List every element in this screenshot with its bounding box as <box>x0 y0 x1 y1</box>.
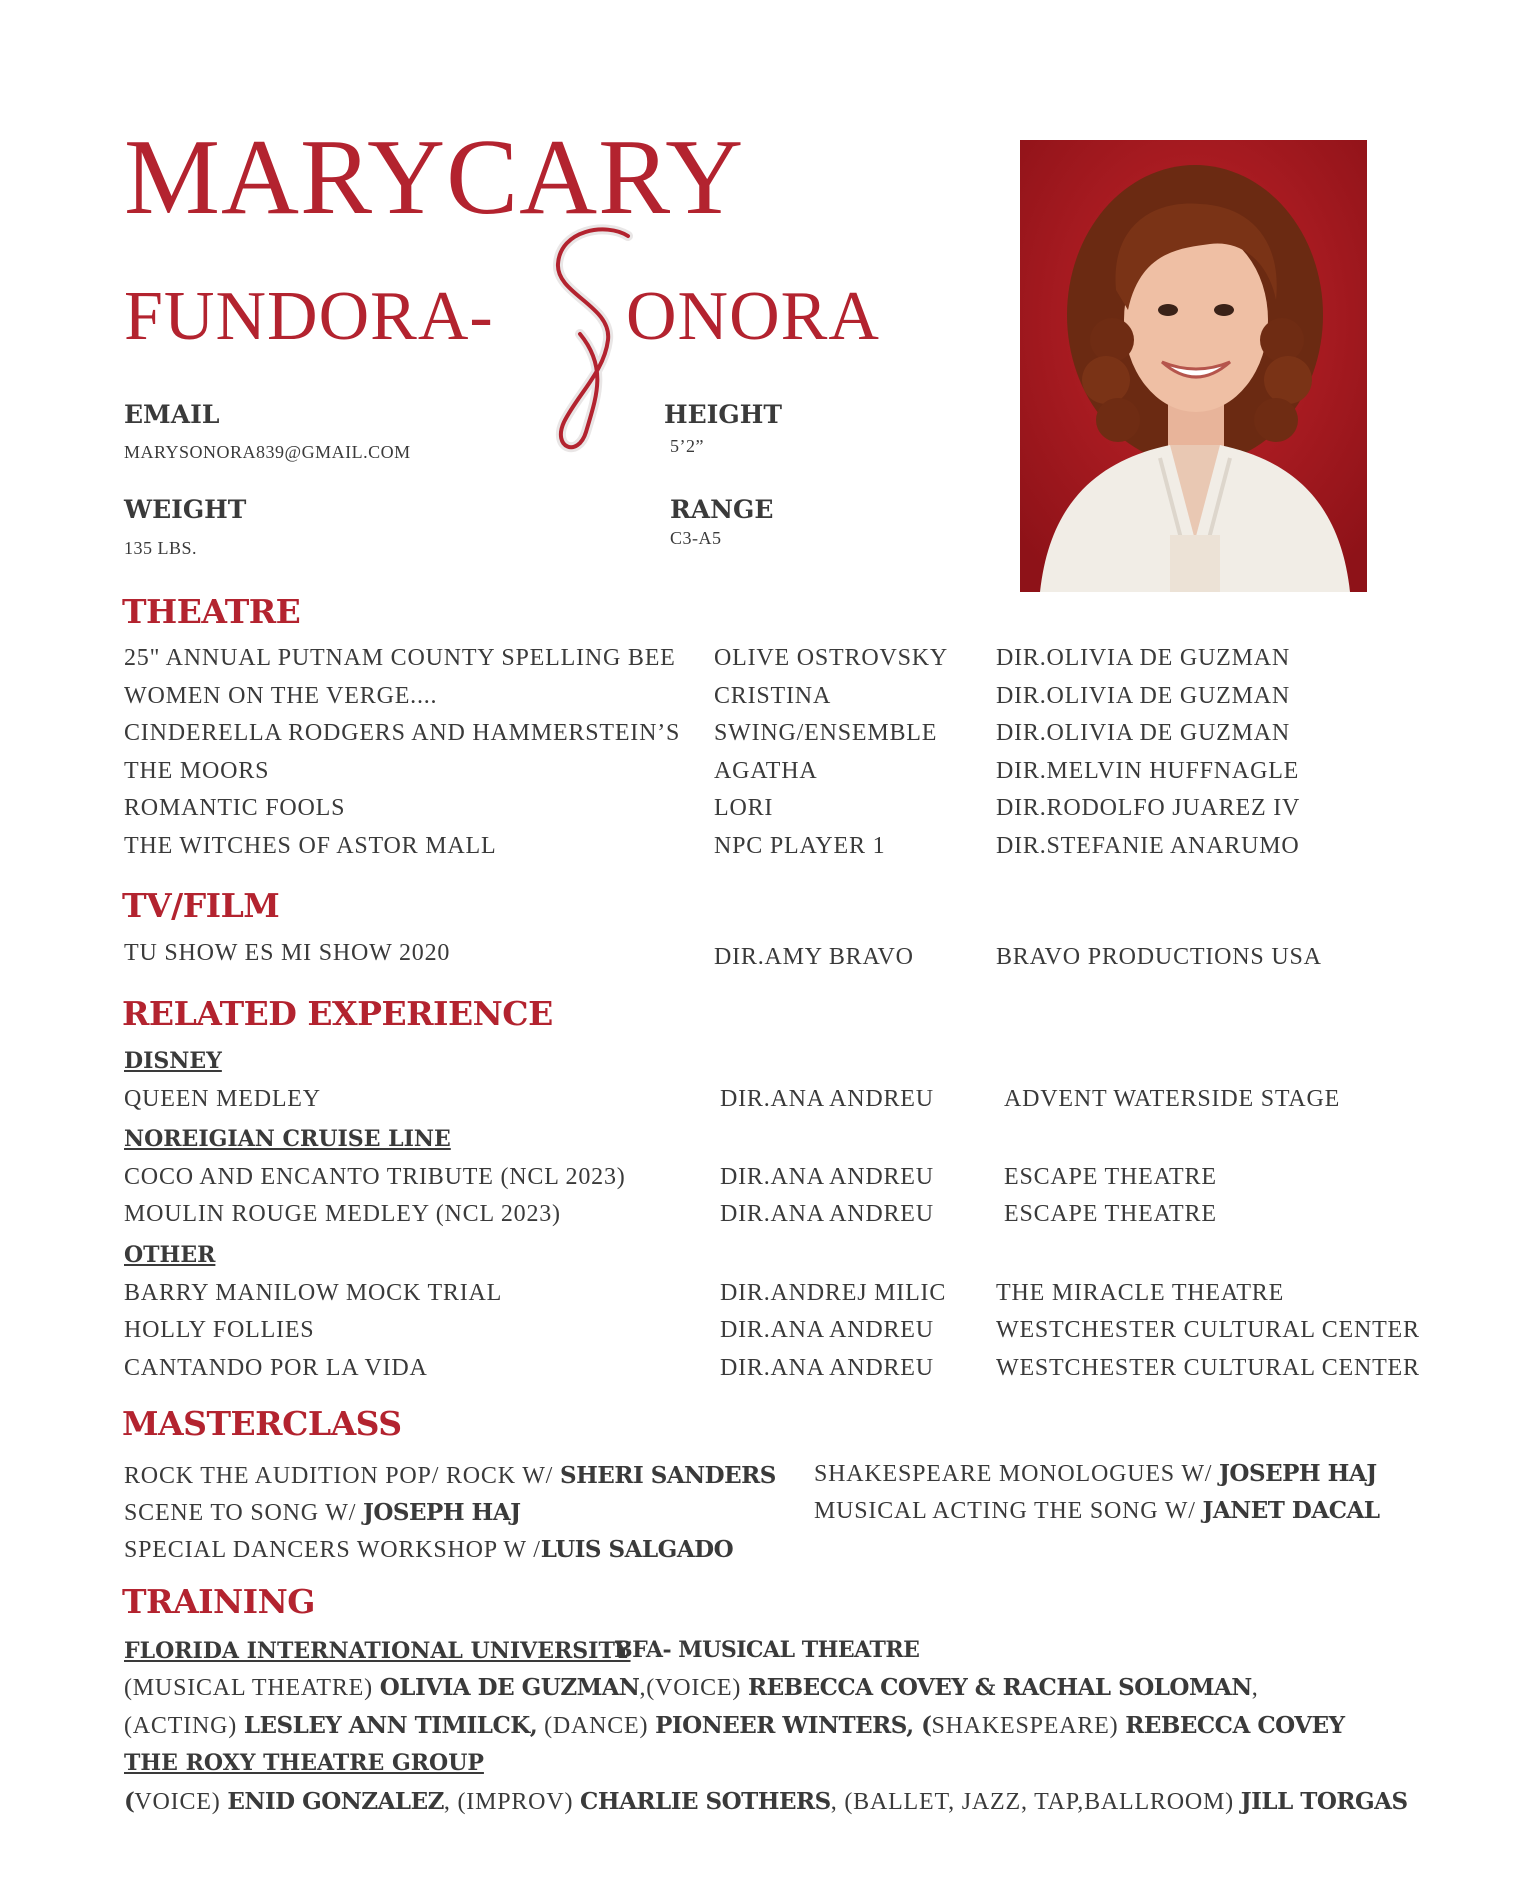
masterclass-item <box>124 1536 733 1564</box>
script-s-monogram <box>520 222 650 462</box>
training-category: (ACTING) <box>124 1713 244 1739</box>
theatre-title: THE MOORS <box>124 757 270 784</box>
first-name: MARYCARY <box>124 118 745 237</box>
masterclass-instructor: JANET DACAL <box>1202 1497 1380 1524</box>
theatre-role: NPC PLAYER 1 <box>714 833 886 859</box>
training-category: SHAKESPEARE) <box>931 1713 1126 1739</box>
other-label: OTHER <box>124 1242 216 1268</box>
tvfilm-title: TU SHOW ES MI SHOW 2020 <box>124 940 451 966</box>
tvfilm-company: BRAVO PRODUCTIONS USA <box>996 944 1322 970</box>
masterclass-course: SCENE TO SONG W/ <box>124 1500 363 1526</box>
related-venue: THE MIRACLE THEATRE <box>996 1280 1285 1306</box>
related-director: DIR.ANA ANDREU <box>720 1086 934 1112</box>
related-title: QUEEN MEDLEY <box>124 1086 321 1112</box>
theatre-director: DIR.OLIVIA DE GUZMAN <box>996 682 1290 709</box>
training-category: VOICE) <box>134 1789 228 1815</box>
masterclass-course: SHAKESPEARE MONOLOGUES W/ <box>814 1461 1220 1487</box>
theatre-role: AGATHA <box>714 757 818 784</box>
weight-value: 135 LBS. <box>124 538 198 558</box>
related-heading: RELATED EXPERIENCE <box>122 994 553 1033</box>
training-name: PIONEER WINTERS, ( <box>655 1712 932 1739</box>
related-venue: WESTCHESTER CULTURAL CENTER <box>996 1355 1420 1381</box>
theatre-director: DIR.OLIVIA DE GUZMAN <box>996 645 1290 671</box>
email-label: EMAIL <box>124 400 220 429</box>
theatre-role: SWING/ENSEMBLE <box>714 720 938 747</box>
training-name: ( <box>124 1788 135 1815</box>
training-name: ENID GONZALEZ <box>227 1788 444 1815</box>
related-title: HOLLY FOLLIES <box>124 1317 315 1343</box>
theatre-director: DIR.STEFANIE ANARUMO <box>996 833 1300 859</box>
training-category: (MUSICAL THEATRE) <box>124 1675 380 1701</box>
training-name: LESLEY ANN TIMILCK, <box>243 1712 538 1739</box>
last-name-part1: FUNDORA- <box>124 278 494 355</box>
related-director: DIR.ANDREJ MILIC <box>720 1280 947 1306</box>
range-value: C3-A5 <box>670 528 722 548</box>
theatre-title: 25" ANNUAL PUTNAM COUNTY SPELLING BEE <box>124 645 676 671</box>
training-category: , (IMPROV) <box>443 1789 581 1815</box>
theatre-role: LORI <box>714 795 774 822</box>
related-title: MOULIN ROUGE MEDLEY (NCL 2023) <box>124 1201 561 1227</box>
range-label: RANGE <box>670 495 774 524</box>
theatre-director: DIR.RODOLFO JUAREZ IV <box>996 795 1301 822</box>
training-line-3 <box>124 1788 1408 1816</box>
related-title: BARRY MANILOW MOCK TRIAL <box>124 1280 503 1306</box>
tvfilm-heading: TV/FILM <box>122 886 280 925</box>
height-value: 5’2” <box>670 436 704 456</box>
training-heading: TRAINING <box>122 1582 315 1621</box>
last-name-part2: ONORA <box>626 278 880 355</box>
masterclass-item <box>814 1497 1380 1525</box>
training-line-1 <box>124 1674 1259 1702</box>
disney-label: DISNEY <box>124 1048 222 1074</box>
theatre-title: CINDERELLA RODGERS AND HAMMERSTEIN’S <box>124 720 681 747</box>
training-category: (DANCE) <box>537 1713 656 1739</box>
masterclass-instructor: JOSEPH HAJ <box>1219 1460 1377 1487</box>
tvfilm-director: DIR.AMY BRAVO <box>714 944 914 970</box>
masterclass-instructor: LUIS SALGADO <box>540 1536 734 1563</box>
training-line-2 <box>124 1712 1345 1740</box>
masterclass-item <box>124 1462 776 1490</box>
training-name: JILL TORGAS <box>1240 1788 1408 1815</box>
related-director: DIR.ANA ANDREU <box>720 1164 934 1190</box>
related-director: DIR.ANA ANDREU <box>720 1317 934 1343</box>
related-venue: ADVENT WATERSIDE STAGE <box>1004 1086 1341 1112</box>
headshot-photo <box>1020 140 1367 592</box>
related-director: DIR.ANA ANDREU <box>720 1201 934 1227</box>
related-venue: ESCAPE THEATRE <box>1004 1201 1217 1227</box>
theatre-title: THE WITCHES OF ASTOR MALL <box>124 833 497 859</box>
masterclass-instructor: JOSEPH HAJ <box>362 1499 521 1526</box>
masterclass-item <box>124 1499 521 1527</box>
training-roxy: THE ROXY THEATRE GROUP <box>124 1750 484 1776</box>
theatre-director: DIR.MELVIN HUFFNAGLE <box>996 757 1300 784</box>
masterclass-course: SPECIAL DANCERS WORKSHOP W / <box>124 1537 541 1563</box>
related-venue: WESTCHESTER CULTURAL CENTER <box>996 1317 1420 1343</box>
training-category: ,(VOICE) <box>639 1675 748 1701</box>
theatre-heading: THEATRE <box>122 592 301 631</box>
training-name: REBECCA COVEY <box>1125 1712 1345 1739</box>
masterclass-course: ROCK THE AUDITION POP/ ROCK W/ <box>124 1463 560 1489</box>
theatre-director: DIR.OLIVIA DE GUZMAN <box>996 720 1290 747</box>
training-degree: BFA- MUSICAL THEATRE <box>614 1637 920 1663</box>
ncl-label: NOREIGIAN CRUISE LINE <box>124 1126 451 1152</box>
training-category: , <box>1251 1675 1259 1701</box>
training-name: CHARLIE SOTHERS <box>580 1788 831 1815</box>
email-value: MARYSONORA839@GMAIL.COM <box>124 442 411 462</box>
theatre-role: OLIVE OSTROVSKY <box>714 645 948 671</box>
masterclass-item <box>814 1460 1377 1488</box>
weight-label: WEIGHT <box>124 495 247 524</box>
related-title: CANTANDO POR LA VIDA <box>124 1355 428 1381</box>
related-director: DIR.ANA ANDREU <box>720 1355 934 1381</box>
theatre-role: CRISTINA <box>714 682 832 709</box>
masterclass-course: MUSICAL ACTING THE SONG W/ <box>814 1498 1203 1524</box>
theatre-title: WOMEN ON THE VERGE.... <box>124 682 438 709</box>
training-school: FLORIDA INTERNATIONAL UNIVERSITY <box>124 1638 631 1664</box>
masterclass-instructor: SHERI SANDERS <box>559 1462 776 1489</box>
training-name: OLIVIA DE GUZMAN <box>379 1674 640 1701</box>
training-category: , (BALLET, JAZZ, TAP,BALLROOM) <box>830 1789 1241 1815</box>
masterclass-heading: MASTERCLASS <box>122 1404 402 1443</box>
height-label: HEIGHT <box>664 400 782 429</box>
related-venue: ESCAPE THEATRE <box>1004 1164 1217 1190</box>
related-title: COCO AND ENCANTO TRIBUTE (NCL 2023) <box>124 1164 626 1190</box>
theatre-title: ROMANTIC FOOLS <box>124 795 346 822</box>
training-name: REBECCA COVEY & RACHAL SOLOMAN <box>747 1674 1252 1701</box>
